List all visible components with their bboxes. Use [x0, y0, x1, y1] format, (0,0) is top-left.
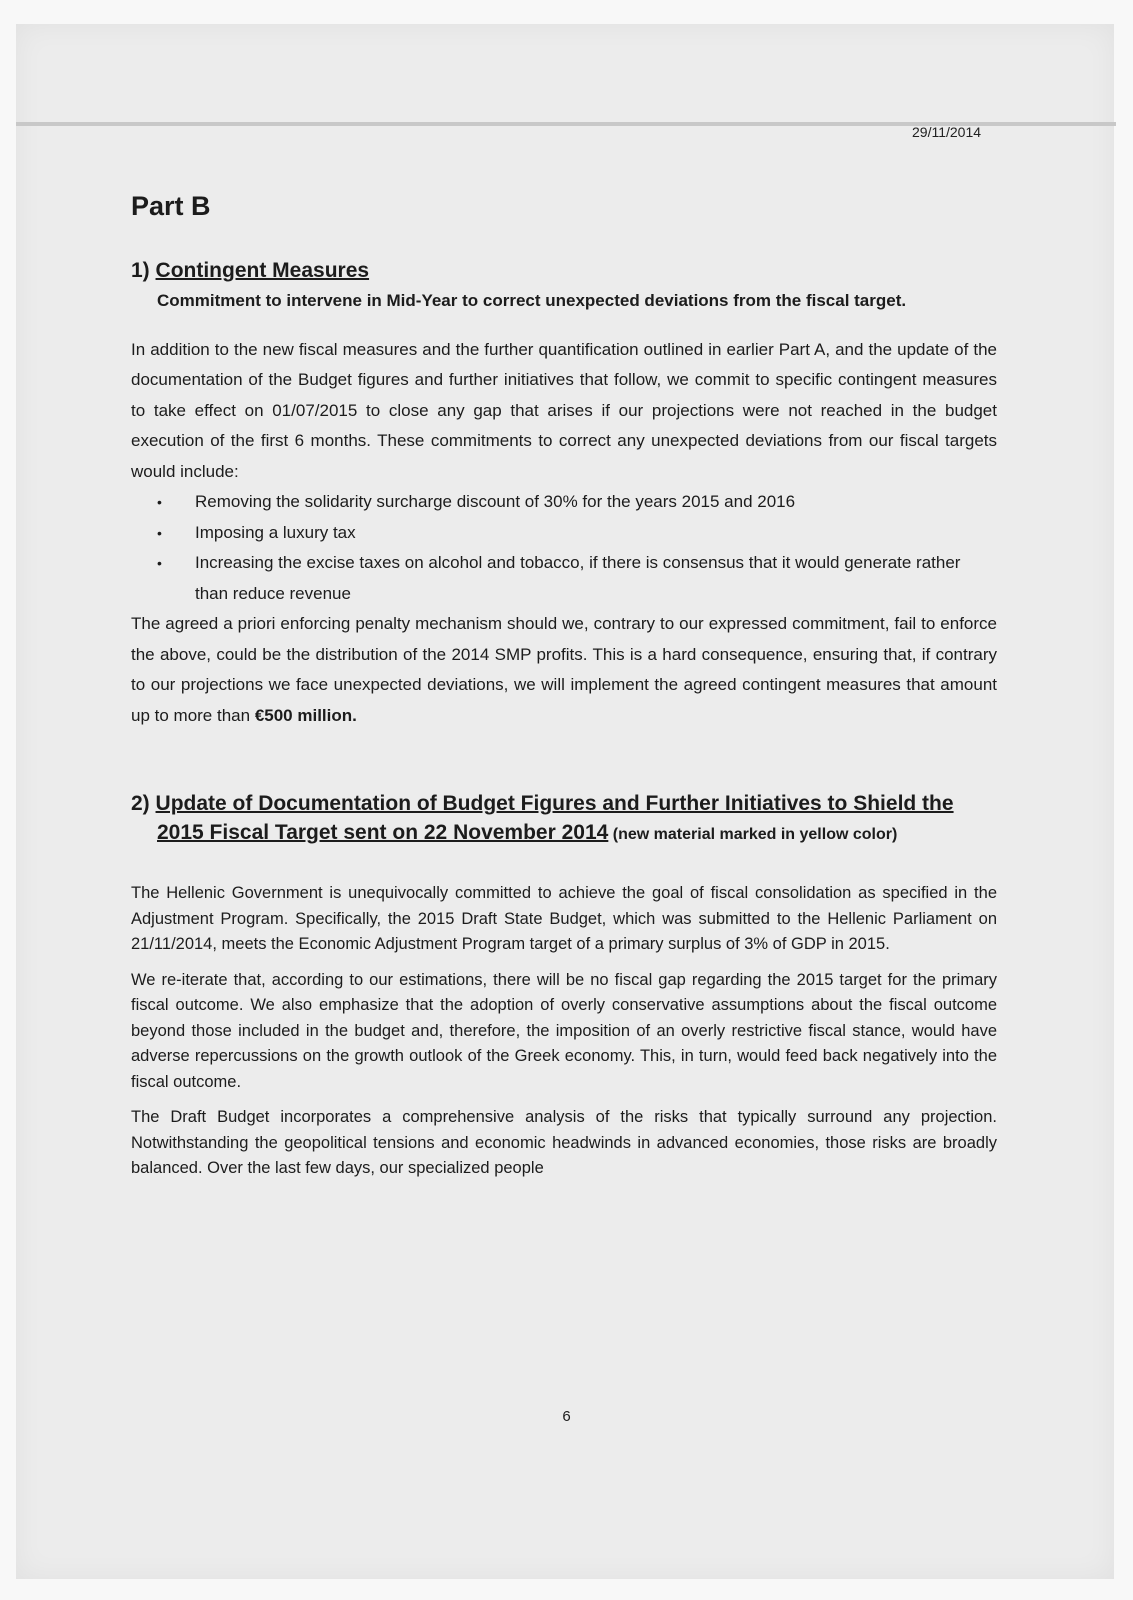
- section-1-subtitle: Commitment to intervene in Mid-Year to correct unexpected deviations from the fiscal target.: [157, 291, 907, 310]
- list-item: [157, 487, 997, 518]
- section-1-number: 1): [131, 259, 150, 282]
- section-2-note: (new material marked in yellow color): [608, 826, 898, 843]
- bullet-icon: •: [157, 555, 162, 571]
- list-item: [157, 518, 997, 549]
- list-item-text: Removing the solidarity surcharge discount of 30% for the years 2015 and 2016: [195, 492, 796, 511]
- list-item-text: Increasing the excise taxes on alcohol and tobacco, if there is consensus that it would generate rather than reduce revenue: [195, 553, 961, 603]
- penalty-amount: €500 million.: [254, 705, 357, 725]
- penalty-text: The agreed a priori enforcing penalty mechanism should we, contrary to our expressed commitment, fail to enforce the above, could be the distribution of the 2014 SMP profits. This is a hard consequence, ensuring that, if contrary to our projections we face unexpected deviations, we will implement the agreed contingent measures that amount up to more than: [131, 614, 997, 725]
- section-1-intro: In addition to the new fiscal measures and the further quantification outlined in earlier Part A, and the update of the documentation of the Budget figures and further initiatives that follow, we commit to specific contingent measures to take effect on 01/07/2015 to close any gap that arises if our projections were not reached in the budget execution of the first 6 months. These commitments to correct any unexpected deviations from our fiscal targets would include:: [131, 339, 997, 481]
- section-2-paragraph: The Draft Budget incorporates a comprehensive analysis of the risks that typically surround any projection. Notwithstanding the geopolitical tensions and economic headwinds in advanced economies, those risks are broadly balanced. Over the last few days, our specialized people: [131, 1108, 997, 1177]
- document-date: 29/11/2014: [912, 124, 982, 140]
- bullet-icon: •: [157, 494, 162, 510]
- section-2-heading: [131, 789, 997, 849]
- bullet-icon: •: [157, 524, 162, 541]
- list-item: [157, 548, 997, 609]
- penalty-mechanism-paragraph: [131, 609, 997, 731]
- contingent-measures-list: [131, 487, 997, 609]
- section-2-title: Update of Documentation of Budget Figures and Further Initiatives to Shield the 2015 Fiscal Target sent on 22 November 2014: [155, 792, 954, 844]
- section-1-heading: [131, 256, 997, 286]
- section-2-number: 2): [131, 792, 150, 815]
- section-2-paragraph: The Hellenic Government is unequivocally committed to achieve the goal of fiscal consolidation as specified in the Adjustment Program. Specifically, the 2015 Draft State Budget, which was submitted to the Hellenic Parliament on 21/11/2014, meets the Economic Adjustment Program target of a primary surplus of 3% of GDP in 2015.: [131, 884, 997, 953]
- page-number: 6: [562, 1408, 571, 1425]
- section-2-paragraph: We re-iterate that, according to our estimations, there will be no fiscal gap regarding the 2015 target for the primary fiscal outcome. We also emphasize that the adoption of overly conservative assumptions about the fiscal outcome beyond those included in the budget and, therefore, the imposition of an overly restrictive fiscal stance, would have adverse repercussions on the growth outlook of the Greek economy. This, in turn, would feed back negatively into the fiscal outcome.: [131, 970, 997, 1091]
- document-body: [131, 190, 997, 1182]
- part-title: Part B: [131, 191, 211, 221]
- section-1-title: Contingent Measures: [155, 259, 370, 282]
- list-item-text: Imposing a luxury tax: [195, 522, 356, 542]
